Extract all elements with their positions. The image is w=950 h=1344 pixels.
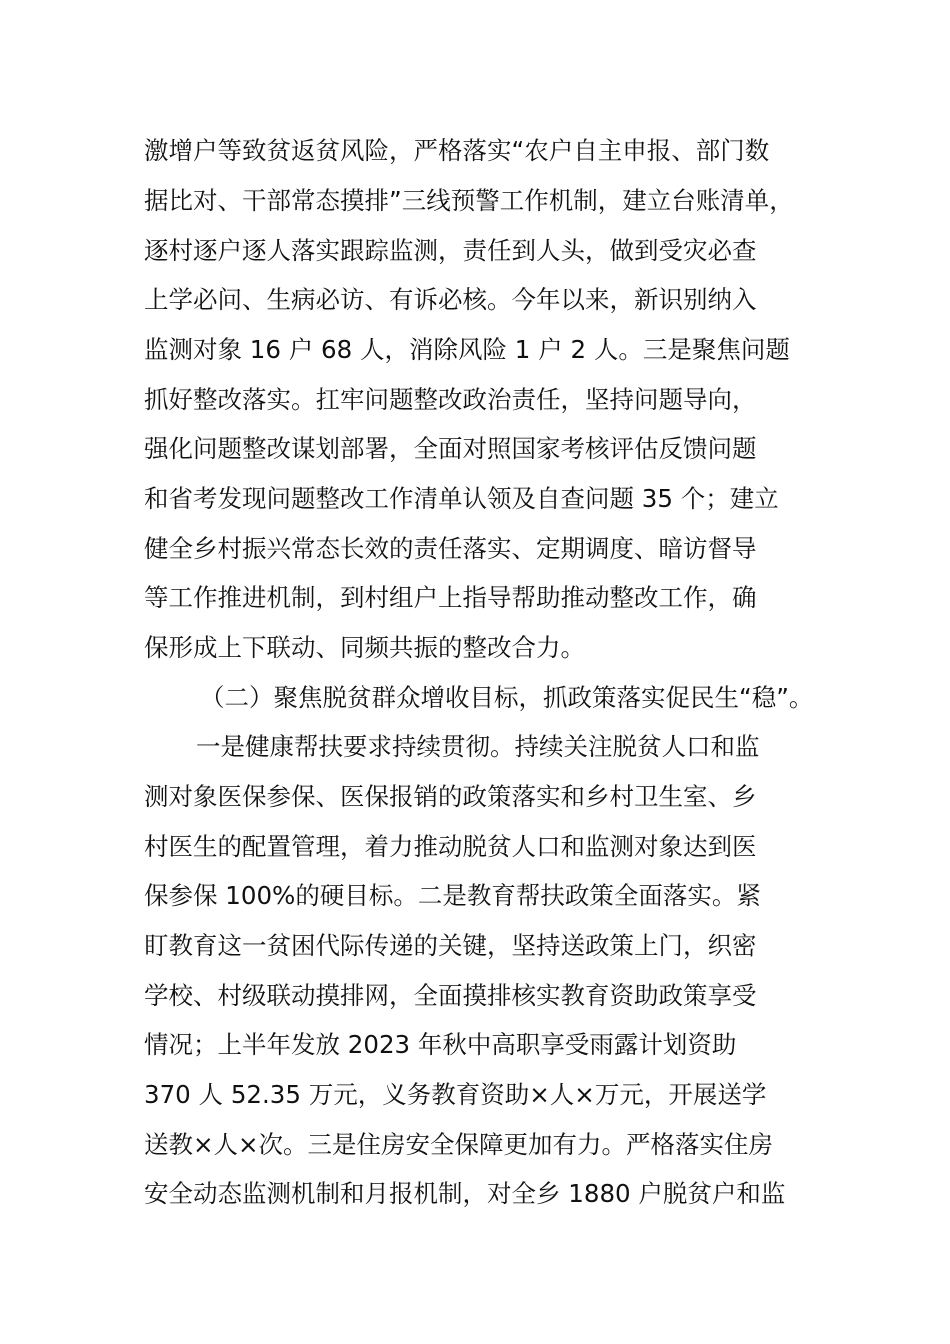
body-text-line: 据比对、干部常态摸排”三线预警工作机制，建立台账清单， bbox=[144, 186, 794, 215]
body-text-line: 一是健康帮扶要求持续贯彻。持续关注脱贫人口和监 bbox=[196, 732, 760, 761]
body-text-line: 健全乡村振兴常态长效的责任落实、定期调度、暗访督导 bbox=[144, 534, 757, 563]
body-text-line: 上学必问、生病必访、有诉必核。今年以来，新识别纳入 bbox=[144, 285, 757, 314]
body-text-line: 保参保 100%的硬目标。二是教育帮扶政策全面落实。紧 bbox=[144, 881, 761, 910]
body-text-line: 测对象医保参保、医保报销的政策落实和乡村卫生室、乡 bbox=[144, 782, 757, 811]
body-text-line: 抓好整改落实。扛牢问题整改政治责任，坚持问题导向， bbox=[144, 385, 757, 414]
section-heading: （二）聚焦脱贫群众增收目标，抓政策落实促民生“稳”。 bbox=[200, 683, 814, 712]
body-text-line: 激增户等致贫返贫风险，严格落实“农户自主申报、部门数 bbox=[144, 136, 770, 165]
body-text-line: 逐村逐户逐人落实跟踪监测，责任到人头，做到受灾必查 bbox=[144, 236, 757, 265]
body-text-line: 保形成上下联动、同频共振的整改合力。 bbox=[144, 633, 585, 662]
body-text-line: 盯教育这一贫困代际传递的关键，坚持送政策上门，织密 bbox=[144, 931, 757, 960]
body-text-line: 监测对象 16 户 68 人，消除风险 1 户 2 人。三是聚焦问题 bbox=[144, 335, 790, 364]
body-text-line: 安全动态监测机制和月报机制，对全乡 1880 户脱贫户和监 bbox=[144, 1179, 786, 1208]
body-text-line: 等工作推进机制，到村组户上指导帮助推动整改工作，确 bbox=[144, 583, 757, 612]
body-text-line: 村医生的配置管理，着力推动脱贫人口和监测对象达到医 bbox=[144, 832, 757, 861]
body-text-line: 送教×人×次。三是住房安全保障更加有力。严格落实住房 bbox=[144, 1130, 774, 1159]
body-text-line: 情况；上半年发放 2023 年秋中高职享受雨露计划资助 bbox=[144, 1030, 737, 1059]
body-text-line: 370 人 52.35 万元，义务教育资助×人×万元，开展送学 bbox=[144, 1080, 767, 1109]
body-text-line: 和省考发现问题整改工作清单认领及自查问题 35 个；建立 bbox=[144, 484, 779, 513]
body-text-line: 学校、村级联动摸排网，全面摸排核实教育资助政策享受 bbox=[144, 981, 757, 1010]
body-text-line: 强化问题整改谋划部署，全面对照国家考核评估反馈问题 bbox=[144, 434, 757, 463]
